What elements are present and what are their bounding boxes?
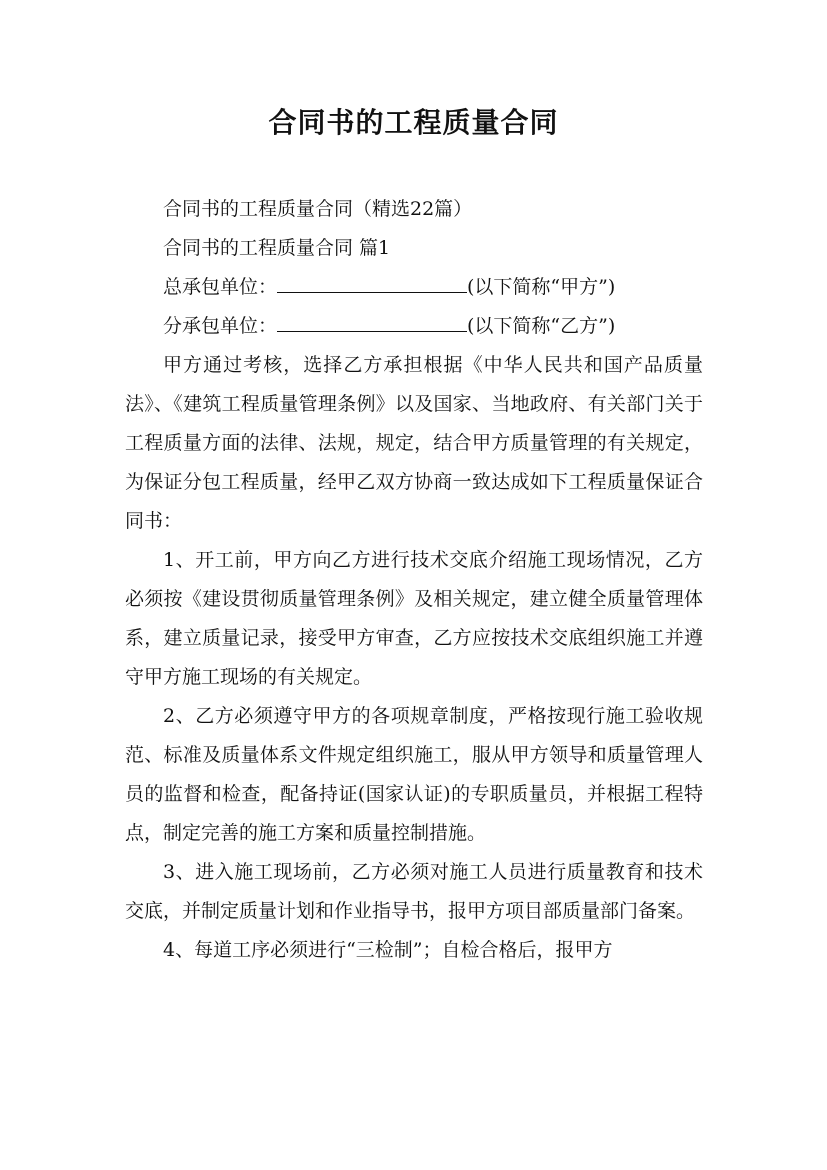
party-b-label: 分承包单位： — [163, 315, 278, 337]
document-subtitle: 合同书的工程质量合同（精选22篇） — [163, 198, 473, 220]
paragraph-clause-4: 4、每道工序必须进行“三检制”；自检合格后，报甲方 — [163, 939, 613, 961]
party-a-label: 总承包单位： — [163, 276, 278, 298]
party-b-line — [125, 307, 703, 346]
paragraph-clause-3: 3、进入施工现场前，乙方必须对施工人员进行质量教育和技术交底，并制定质量计划和作业指导书，报甲方项目部质量部门备案。 — [125, 861, 703, 922]
party-a-blank — [277, 270, 467, 293]
document-body — [125, 190, 703, 970]
party-b-suffix: (以下简称“乙方”) — [467, 315, 616, 337]
paragraph-clause-1: 1、开工前，甲方向乙方进行技术交底介绍施工现场情况，乙方必须按《建设贯彻质量管理条例》及相关规定，建立健全质量管理体系，建立质量记录，接受甲方审查，乙方应按技术交底组织施工并遵守甲方施工现场的有关规定。 — [125, 549, 703, 688]
paragraph-clause-2: 2、乙方必须遵守甲方的各项规章制度，严格按现行施工验收规范、标准及质量体系文件规定组织施工，服从甲方领导和质量管理人员的监督和检查，配备持证(国家认证)的专职质量员，并根据工程特点，制定完善的施工方案和质量控制措施。 — [125, 705, 703, 844]
party-b-blank — [277, 309, 467, 332]
party-a-line — [125, 268, 703, 307]
paragraph-intro: 甲方通过考核，选择乙方承担根据《中华人民共和国产品质量法》、《建筑工程质量管理条例》以及国家、当地政府、有关部门关于工程质量方面的法律、法规，规定，结合甲方质量管理的有关规定，为保证分包工程质量，经甲乙双方协商一致达成如下工程质量保证合同书： — [125, 354, 703, 532]
section-heading: 合同书的工程质量合同 篇1 — [163, 237, 391, 259]
document-title: 合同书的工程质量合同 — [268, 106, 559, 139]
party-a-suffix: (以下简称“甲方”) — [467, 276, 616, 298]
